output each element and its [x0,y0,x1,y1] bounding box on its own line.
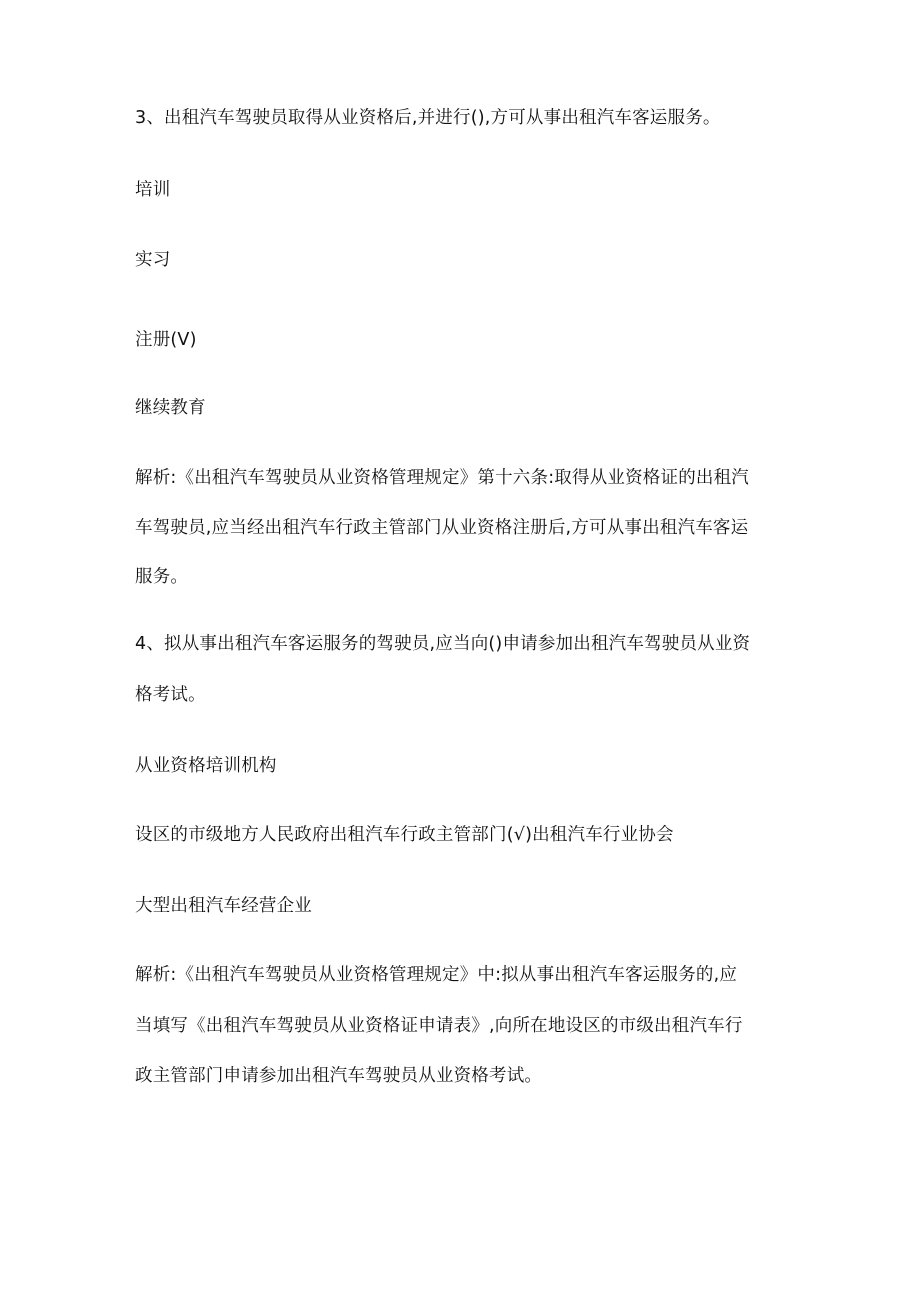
question-3-option-d: 继续教育 [135,398,206,418]
question-3-stem: 3、出租汽车驾驶员取得从业资格后,并进行(),方可从事出租汽车客运服务。 [135,108,721,128]
question-4-analysis-line-2: 当填写《出租汽车驾驶员从业资格证申请表》,向所在地设区的市级出租汽车行 [135,1016,743,1036]
question-4-option-a: 从业资格培训机构 [135,756,277,776]
question-3-option-c-correct: 注册(V) [135,330,197,350]
question-4-analysis-line-3: 政主管部门申请参加出租汽车驾驶员从业资格考试。 [135,1066,543,1086]
question-3-option-a: 培训 [135,180,171,200]
question-3-analysis-line-1: 解析:《出租汽车驾驶员从业资格管理规定》第十六条:取得从业资格证的出租汽 [135,468,749,488]
question-4-stem-line-2: 格考试。 [135,685,206,705]
question-3-analysis-line-2: 车驾驶员,应当经出租汽车行政主管部门从业资格注册后,方可从事出租汽车客运 [135,518,749,538]
question-4-stem-line-1: 4、拟从事出租汽车客运服务的驾驶员,应当向()申请参加出租汽车驾驶员从业资 [135,634,751,654]
question-3-analysis-line-3: 服务。 [135,567,189,587]
question-4-option-b-correct: 设区的市级地方人民政府出租汽车行政主管部门(√)出租汽车行业协会 [135,825,674,845]
question-4-analysis-line-1: 解析:《出租汽车驾驶员从业资格管理规定》中:拟从事出租汽车客运服务的,应 [135,965,738,985]
question-4-option-d: 大型出租汽车经营企业 [135,896,312,916]
question-3-option-b: 实习 [135,250,171,270]
